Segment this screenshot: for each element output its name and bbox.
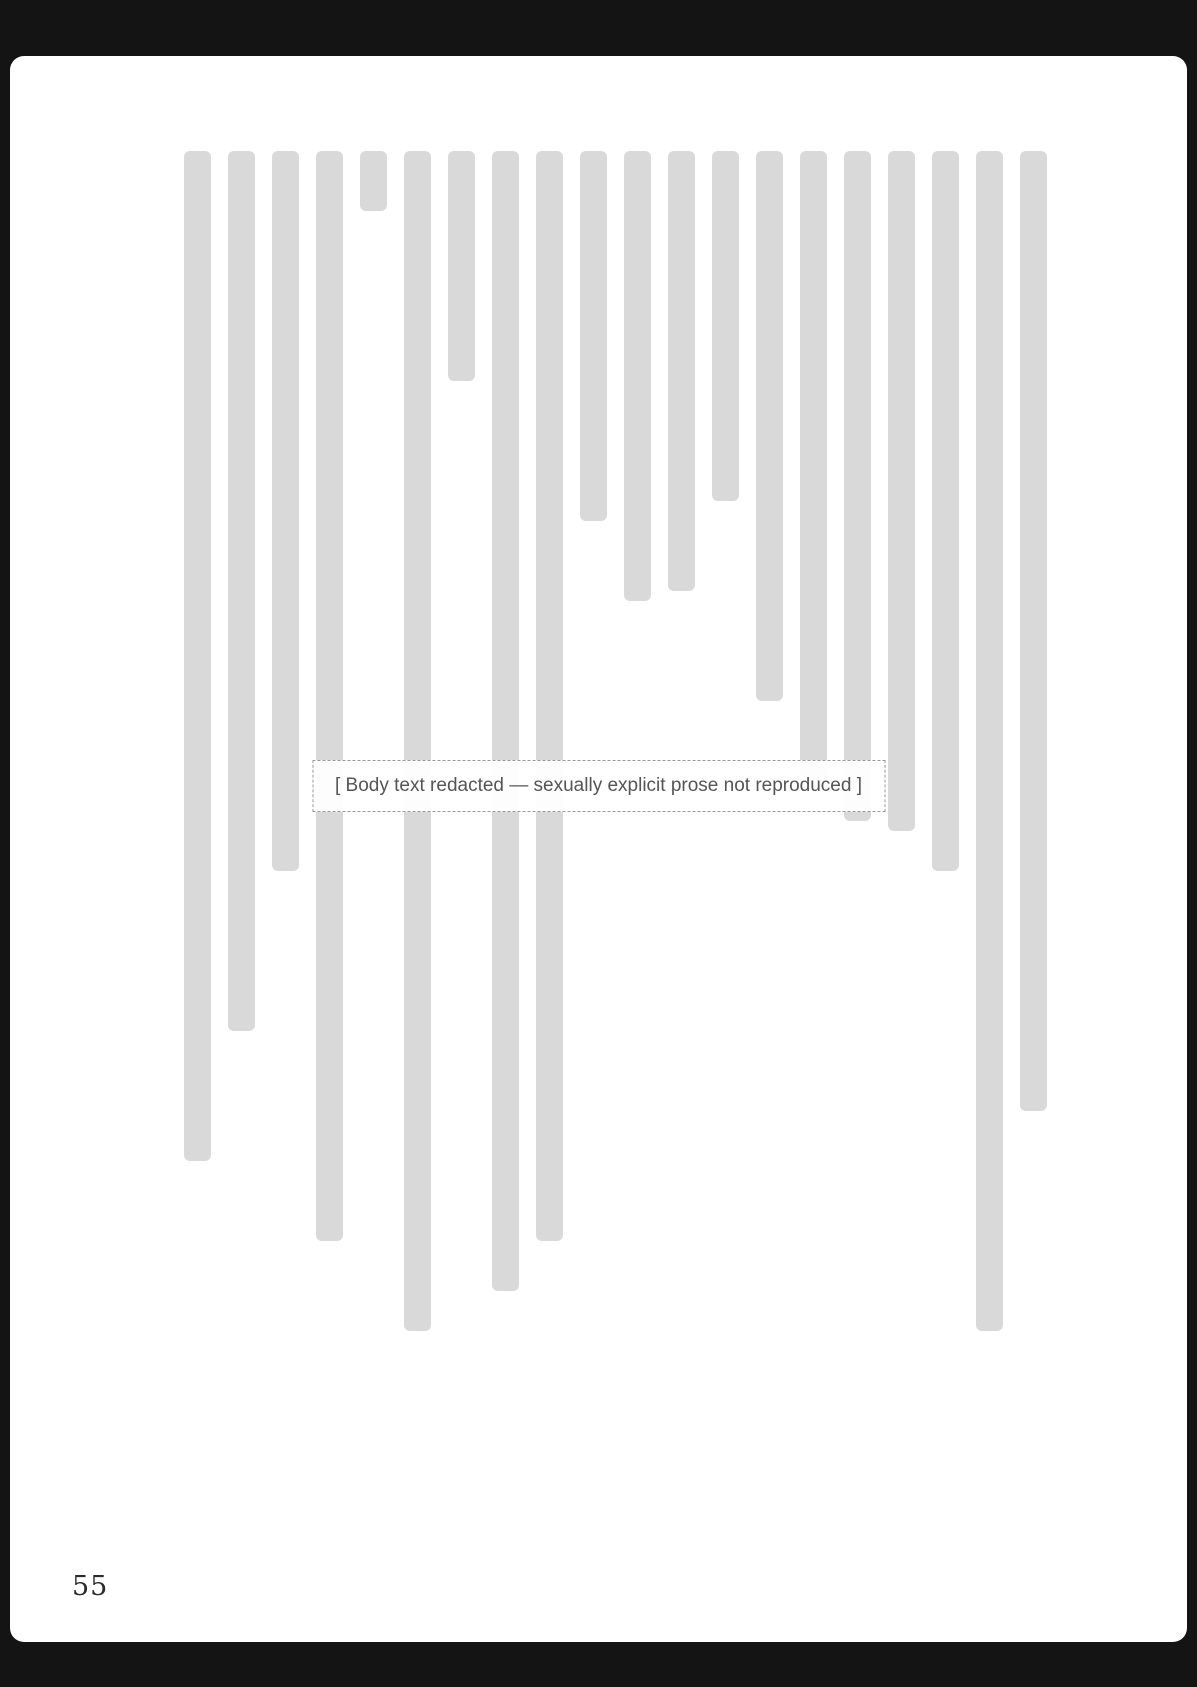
- redaction-notice: [ Body text redacted — sexually explicit prose not reproduced ]: [312, 760, 885, 812]
- redacted-text-column: [844, 151, 871, 821]
- redacted-text-column: [756, 151, 783, 701]
- redacted-text-column: [316, 151, 343, 1241]
- redacted-text-column: [800, 151, 827, 791]
- redacted-text-column: [360, 151, 387, 211]
- redacted-text-column: [492, 151, 519, 1291]
- redacted-text-column: [228, 151, 255, 1031]
- redacted-text-column: [184, 151, 211, 1161]
- redacted-text-column: [1020, 151, 1047, 1111]
- redacted-text-column: [404, 151, 431, 1331]
- book-page: [10, 56, 1187, 1642]
- redacted-text-column: [712, 151, 739, 501]
- redacted-text-column: [624, 151, 651, 601]
- redacted-text-column: [580, 151, 607, 521]
- redacted-text-column: [888, 151, 915, 831]
- redacted-text-column: [448, 151, 475, 381]
- page-number: 55: [72, 1571, 109, 1602]
- redacted-text-column: [932, 151, 959, 871]
- redacted-text-column: [536, 151, 563, 1241]
- redacted-text-column: [272, 151, 299, 871]
- redacted-text-column: [976, 151, 1003, 1331]
- redacted-text-column: [668, 151, 695, 591]
- vertical-text-block: [184, 151, 1047, 1341]
